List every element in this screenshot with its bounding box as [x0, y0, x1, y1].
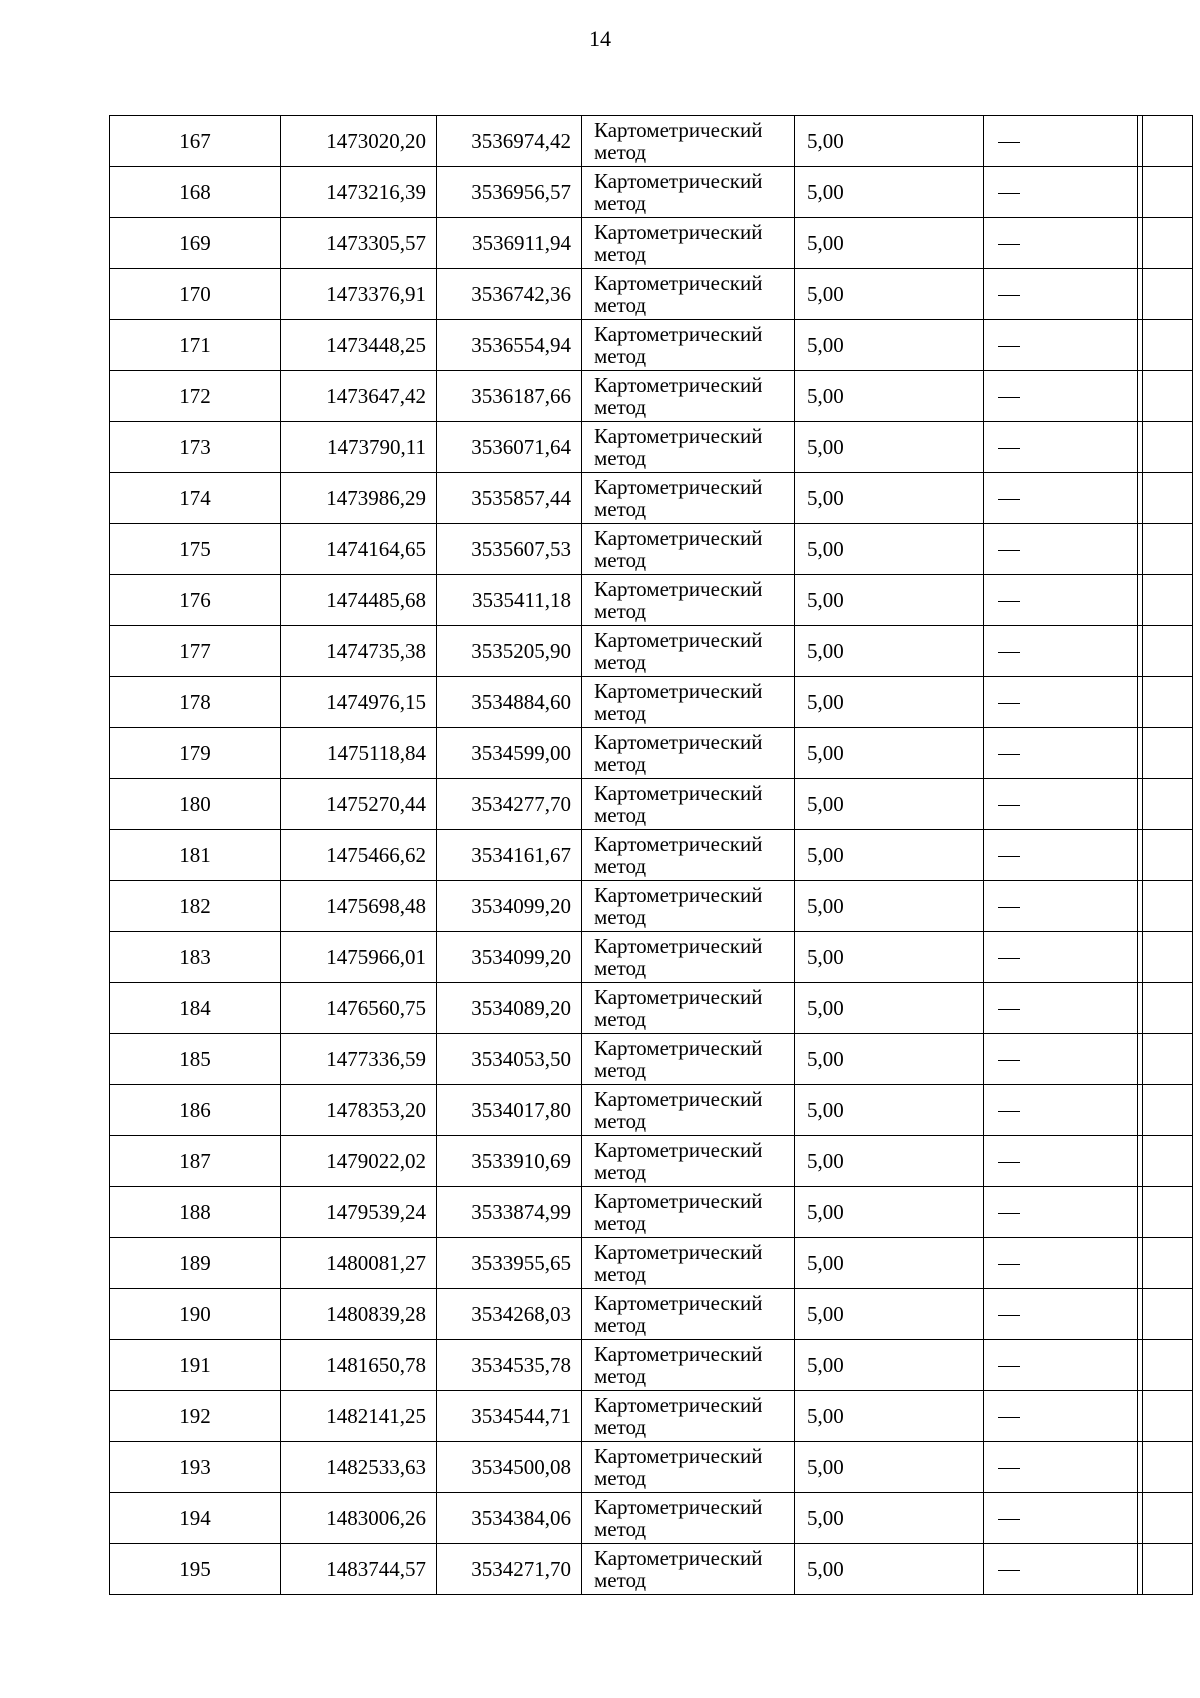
description-cell — [984, 1391, 1193, 1442]
point-number-cell: 183 — [110, 932, 281, 983]
point-number-cell: 192 — [110, 1391, 281, 1442]
method-line-1: Картометрический — [594, 832, 763, 856]
x-coordinate-cell: 1473647,42 — [281, 371, 437, 422]
coordinates-table — [109, 115, 1193, 1595]
accuracy-cell: 5,00 — [795, 1391, 984, 1442]
point-number-cell: 168 — [110, 167, 281, 218]
dash-mark — [998, 346, 1020, 347]
method-cell — [582, 473, 795, 524]
accuracy-cell: 5,00 — [795, 116, 984, 167]
method-line-1: Картометрический — [594, 271, 763, 295]
method-cell — [582, 116, 795, 167]
x-coordinate-cell: 1475270,44 — [281, 779, 437, 830]
point-number-cell: 171 — [110, 320, 281, 371]
method-line-2: метод — [594, 191, 647, 215]
table-row — [110, 524, 1193, 575]
dash-mark — [998, 193, 1020, 194]
y-coordinate-cell: 3533910,69 — [437, 1136, 582, 1187]
point-number-cell: 176 — [110, 575, 281, 626]
table-row — [110, 473, 1193, 524]
description-cell — [984, 1034, 1193, 1085]
x-coordinate-cell: 1473448,25 — [281, 320, 437, 371]
x-coordinate-cell: 1473305,57 — [281, 218, 437, 269]
method-line-2: метод — [594, 1313, 647, 1337]
description-cell — [984, 779, 1193, 830]
x-coordinate-cell: 1473376,91 — [281, 269, 437, 320]
method-cell — [582, 1340, 795, 1391]
point-number-cell: 194 — [110, 1493, 281, 1544]
accuracy-cell: 5,00 — [795, 1493, 984, 1544]
method-line-1: Картометрический — [594, 1495, 763, 1519]
method-line-2: метод — [594, 701, 647, 725]
point-number-cell: 179 — [110, 728, 281, 779]
description-cell — [984, 1136, 1193, 1187]
point-number-cell: 186 — [110, 1085, 281, 1136]
x-coordinate-cell: 1474164,65 — [281, 524, 437, 575]
description-cell — [984, 371, 1193, 422]
x-coordinate-cell: 1475966,01 — [281, 932, 437, 983]
method-cell — [582, 422, 795, 473]
y-coordinate-cell: 3536554,94 — [437, 320, 582, 371]
method-line-2: метод — [594, 446, 647, 470]
point-number-cell: 184 — [110, 983, 281, 1034]
x-coordinate-cell: 1478353,20 — [281, 1085, 437, 1136]
accuracy-cell: 5,00 — [795, 1289, 984, 1340]
table-row — [110, 371, 1193, 422]
description-cell — [984, 1493, 1193, 1544]
method-line-1: Картометрический — [594, 730, 763, 754]
method-line-2: метод — [594, 1262, 647, 1286]
table-row — [110, 218, 1193, 269]
accuracy-cell: 5,00 — [795, 218, 984, 269]
x-coordinate-cell: 1480839,28 — [281, 1289, 437, 1340]
accuracy-cell: 5,00 — [795, 1187, 984, 1238]
dash-mark — [998, 1009, 1020, 1010]
y-coordinate-cell: 3534089,20 — [437, 983, 582, 1034]
accuracy-cell: 5,00 — [795, 881, 984, 932]
y-coordinate-cell: 3534884,60 — [437, 677, 582, 728]
dash-mark — [998, 703, 1020, 704]
method-line-2: метод — [594, 140, 647, 164]
method-line-2: метод — [594, 1568, 647, 1592]
y-coordinate-cell: 3534099,20 — [437, 881, 582, 932]
method-line-1: Картометрический — [594, 118, 763, 142]
y-coordinate-cell: 3536071,64 — [437, 422, 582, 473]
y-coordinate-cell: 3536974,42 — [437, 116, 582, 167]
y-coordinate-cell: 3533874,99 — [437, 1187, 582, 1238]
point-number-cell: 181 — [110, 830, 281, 881]
description-cell — [984, 422, 1193, 473]
y-coordinate-cell: 3534544,71 — [437, 1391, 582, 1442]
point-number-cell: 187 — [110, 1136, 281, 1187]
x-coordinate-cell: 1473216,39 — [281, 167, 437, 218]
method-line-1: Картометрический — [594, 526, 763, 550]
accuracy-cell: 5,00 — [795, 983, 984, 1034]
method-line-2: метод — [594, 599, 647, 623]
x-coordinate-cell: 1480081,27 — [281, 1238, 437, 1289]
dash-mark — [998, 1162, 1020, 1163]
accuracy-cell: 5,00 — [795, 728, 984, 779]
y-coordinate-cell: 3534017,80 — [437, 1085, 582, 1136]
y-coordinate-cell: 3534161,67 — [437, 830, 582, 881]
y-coordinate-cell: 3536956,57 — [437, 167, 582, 218]
description-cell — [984, 524, 1193, 575]
table-row — [110, 677, 1193, 728]
method-line-1: Картометрический — [594, 679, 763, 703]
table-row — [110, 269, 1193, 320]
accuracy-cell: 5,00 — [795, 1340, 984, 1391]
method-cell — [582, 320, 795, 371]
dash-mark — [998, 856, 1020, 857]
description-cell — [984, 1442, 1193, 1493]
method-line-2: метод — [594, 752, 647, 776]
accuracy-cell: 5,00 — [795, 269, 984, 320]
dash-mark — [998, 1060, 1020, 1061]
method-line-2: метод — [594, 905, 647, 929]
table-row — [110, 1238, 1193, 1289]
method-line-1: Картометрический — [594, 577, 763, 601]
y-coordinate-cell: 3534053,50 — [437, 1034, 582, 1085]
dash-mark — [998, 1570, 1020, 1571]
table-row — [110, 1442, 1193, 1493]
point-number-cell: 173 — [110, 422, 281, 473]
x-coordinate-cell: 1481650,78 — [281, 1340, 437, 1391]
description-cell — [984, 626, 1193, 677]
x-coordinate-cell: 1475698,48 — [281, 881, 437, 932]
y-coordinate-cell: 3533955,65 — [437, 1238, 582, 1289]
accuracy-cell: 5,00 — [795, 1136, 984, 1187]
method-line-2: метод — [594, 1466, 647, 1490]
x-coordinate-cell: 1474485,68 — [281, 575, 437, 626]
table-row — [110, 728, 1193, 779]
table-row — [110, 1544, 1193, 1595]
table-row — [110, 779, 1193, 830]
method-cell — [582, 1136, 795, 1187]
dash-mark — [998, 448, 1020, 449]
dash-mark — [998, 1264, 1020, 1265]
description-cell — [984, 167, 1193, 218]
accuracy-cell: 5,00 — [795, 779, 984, 830]
point-number-cell: 169 — [110, 218, 281, 269]
table-row — [110, 1034, 1193, 1085]
table-row — [110, 1187, 1193, 1238]
description-cell — [984, 1289, 1193, 1340]
y-coordinate-cell: 3534271,70 — [437, 1544, 582, 1595]
dash-mark — [998, 652, 1020, 653]
point-number-cell: 191 — [110, 1340, 281, 1391]
method-line-2: метод — [594, 548, 647, 572]
dash-mark — [998, 142, 1020, 143]
method-line-1: Картометрический — [594, 934, 763, 958]
accuracy-cell: 5,00 — [795, 320, 984, 371]
y-coordinate-cell: 3535205,90 — [437, 626, 582, 677]
accuracy-cell: 5,00 — [795, 473, 984, 524]
description-cell — [984, 575, 1193, 626]
method-cell — [582, 1034, 795, 1085]
method-line-2: метод — [594, 650, 647, 674]
method-line-1: Картометрический — [594, 220, 763, 244]
x-coordinate-cell: 1482533,63 — [281, 1442, 437, 1493]
method-line-1: Картометрический — [594, 424, 763, 448]
method-line-2: метод — [594, 1160, 647, 1184]
method-cell — [582, 218, 795, 269]
method-cell — [582, 371, 795, 422]
point-number-cell: 180 — [110, 779, 281, 830]
y-coordinate-cell: 3534384,06 — [437, 1493, 582, 1544]
method-line-2: метод — [594, 956, 647, 980]
dash-mark — [998, 805, 1020, 806]
x-coordinate-cell: 1474976,15 — [281, 677, 437, 728]
dash-mark — [998, 550, 1020, 551]
method-cell — [582, 1238, 795, 1289]
dash-mark — [998, 907, 1020, 908]
point-number-cell: 195 — [110, 1544, 281, 1595]
accuracy-cell: 5,00 — [795, 1238, 984, 1289]
method-line-1: Картометрический — [594, 628, 763, 652]
dash-mark — [998, 1519, 1020, 1520]
dash-mark — [998, 244, 1020, 245]
accuracy-cell: 5,00 — [795, 167, 984, 218]
y-coordinate-cell: 3534268,03 — [437, 1289, 582, 1340]
y-coordinate-cell: 3535607,53 — [437, 524, 582, 575]
method-cell — [582, 881, 795, 932]
method-cell — [582, 1085, 795, 1136]
page-number: 14 — [589, 26, 611, 51]
dash-mark — [998, 1417, 1020, 1418]
x-coordinate-cell: 1479022,02 — [281, 1136, 437, 1187]
table-row — [110, 626, 1193, 677]
y-coordinate-cell: 3536742,36 — [437, 269, 582, 320]
table-row — [110, 1340, 1193, 1391]
y-coordinate-cell: 3534535,78 — [437, 1340, 582, 1391]
dash-mark — [998, 295, 1020, 296]
method-cell — [582, 269, 795, 320]
accuracy-cell: 5,00 — [795, 830, 984, 881]
table-row — [110, 167, 1193, 218]
method-line-1: Картометрический — [594, 1291, 763, 1315]
table-row — [110, 983, 1193, 1034]
accuracy-cell: 5,00 — [795, 677, 984, 728]
table-row — [110, 116, 1193, 167]
method-line-2: метод — [594, 854, 647, 878]
dash-mark — [998, 397, 1020, 398]
point-number-cell: 182 — [110, 881, 281, 932]
dash-mark — [998, 958, 1020, 959]
description-cell — [984, 830, 1193, 881]
dash-mark — [998, 1468, 1020, 1469]
method-cell — [582, 779, 795, 830]
point-number-cell: 174 — [110, 473, 281, 524]
dash-mark — [998, 1213, 1020, 1214]
point-number-cell: 189 — [110, 1238, 281, 1289]
table-row — [110, 932, 1193, 983]
point-number-cell: 170 — [110, 269, 281, 320]
x-coordinate-cell: 1476560,75 — [281, 983, 437, 1034]
dash-mark — [998, 1111, 1020, 1112]
method-cell — [582, 626, 795, 677]
point-number-cell: 167 — [110, 116, 281, 167]
method-line-1: Картометрический — [594, 169, 763, 193]
method-line-2: метод — [594, 1007, 647, 1031]
x-coordinate-cell: 1477336,59 — [281, 1034, 437, 1085]
y-coordinate-cell: 3534500,08 — [437, 1442, 582, 1493]
table-row — [110, 1493, 1193, 1544]
x-coordinate-cell: 1473020,20 — [281, 116, 437, 167]
table-row — [110, 1085, 1193, 1136]
point-number-cell: 175 — [110, 524, 281, 575]
point-number-cell: 185 — [110, 1034, 281, 1085]
method-cell — [582, 1442, 795, 1493]
table-row — [110, 1136, 1193, 1187]
method-cell — [582, 1187, 795, 1238]
description-cell — [984, 320, 1193, 371]
x-coordinate-cell: 1475466,62 — [281, 830, 437, 881]
y-coordinate-cell: 3535411,18 — [437, 575, 582, 626]
table-row — [110, 881, 1193, 932]
table-row — [110, 1289, 1193, 1340]
method-line-2: метод — [594, 344, 647, 368]
description-cell — [984, 1187, 1193, 1238]
method-line-1: Картометрический — [594, 1240, 763, 1264]
method-line-1: Картометрический — [594, 475, 763, 499]
method-line-2: метод — [594, 1211, 647, 1235]
y-coordinate-cell: 3534599,00 — [437, 728, 582, 779]
method-cell — [582, 167, 795, 218]
method-line-1: Картометрический — [594, 883, 763, 907]
point-number-cell: 188 — [110, 1187, 281, 1238]
method-cell — [582, 932, 795, 983]
description-cell — [984, 677, 1193, 728]
y-coordinate-cell: 3536187,66 — [437, 371, 582, 422]
dash-mark — [998, 1366, 1020, 1367]
coordinates-table-container — [109, 115, 1143, 1595]
point-number-cell: 177 — [110, 626, 281, 677]
method-line-2: метод — [594, 1058, 647, 1082]
method-line-1: Картометрический — [594, 985, 763, 1009]
description-cell — [984, 728, 1193, 779]
table-row — [110, 422, 1193, 473]
method-line-1: Картометрический — [594, 373, 763, 397]
method-cell — [582, 1391, 795, 1442]
method-line-1: Картометрический — [594, 781, 763, 805]
point-number-cell: 190 — [110, 1289, 281, 1340]
point-number-cell: 193 — [110, 1442, 281, 1493]
y-coordinate-cell: 3535857,44 — [437, 473, 582, 524]
method-cell — [582, 524, 795, 575]
method-cell — [582, 575, 795, 626]
accuracy-cell: 5,00 — [795, 932, 984, 983]
method-line-2: метод — [594, 242, 647, 266]
table-double-edge — [1137, 115, 1143, 1595]
accuracy-cell: 5,00 — [795, 1034, 984, 1085]
table-row — [110, 575, 1193, 626]
point-number-cell: 172 — [110, 371, 281, 422]
dash-mark — [998, 754, 1020, 755]
method-cell — [582, 1544, 795, 1595]
dash-mark — [998, 1315, 1020, 1316]
method-line-1: Картометрический — [594, 1036, 763, 1060]
description-cell — [984, 116, 1193, 167]
method-cell — [582, 728, 795, 779]
method-line-2: метод — [594, 293, 647, 317]
accuracy-cell: 5,00 — [795, 1544, 984, 1595]
y-coordinate-cell: 3534277,70 — [437, 779, 582, 830]
description-cell — [984, 218, 1193, 269]
accuracy-cell: 5,00 — [795, 524, 984, 575]
method-line-2: метод — [594, 1517, 647, 1541]
accuracy-cell: 5,00 — [795, 371, 984, 422]
x-coordinate-cell: 1483744,57 — [281, 1544, 437, 1595]
x-coordinate-cell: 1474735,38 — [281, 626, 437, 677]
x-coordinate-cell: 1475118,84 — [281, 728, 437, 779]
dash-mark — [998, 499, 1020, 500]
table-row — [110, 830, 1193, 881]
method-line-2: метод — [594, 803, 647, 827]
description-cell — [984, 1238, 1193, 1289]
description-cell — [984, 1340, 1193, 1391]
x-coordinate-cell: 1483006,26 — [281, 1493, 437, 1544]
description-cell — [984, 1085, 1193, 1136]
description-cell — [984, 932, 1193, 983]
description-cell — [984, 881, 1193, 932]
table-row — [110, 1391, 1193, 1442]
x-coordinate-cell: 1473790,11 — [281, 422, 437, 473]
method-line-2: метод — [594, 1109, 647, 1133]
description-cell — [984, 473, 1193, 524]
x-coordinate-cell: 1473986,29 — [281, 473, 437, 524]
coordinates-table-body — [110, 116, 1193, 1595]
method-cell — [582, 983, 795, 1034]
method-line-2: метод — [594, 497, 647, 521]
method-line-1: Картометрический — [594, 1138, 763, 1162]
x-coordinate-cell: 1482141,25 — [281, 1391, 437, 1442]
table-row — [110, 320, 1193, 371]
accuracy-cell: 5,00 — [795, 1085, 984, 1136]
method-line-1: Картометрический — [594, 1342, 763, 1366]
description-cell — [984, 1544, 1193, 1595]
accuracy-cell: 5,00 — [795, 575, 984, 626]
method-cell — [582, 1289, 795, 1340]
method-line-2: метод — [594, 1364, 647, 1388]
accuracy-cell: 5,00 — [795, 422, 984, 473]
x-coordinate-cell: 1479539,24 — [281, 1187, 437, 1238]
method-line-2: метод — [594, 395, 647, 419]
method-cell — [582, 1493, 795, 1544]
y-coordinate-cell: 3534099,20 — [437, 932, 582, 983]
method-line-1: Картометрический — [594, 1546, 763, 1570]
accuracy-cell: 5,00 — [795, 1442, 984, 1493]
method-line-1: Картометрический — [594, 1087, 763, 1111]
description-cell — [984, 983, 1193, 1034]
method-line-1: Картометрический — [594, 1393, 763, 1417]
method-line-1: Картометрический — [594, 1189, 763, 1213]
y-coordinate-cell: 3536911,94 — [437, 218, 582, 269]
method-line-1: Картометрический — [594, 1444, 763, 1468]
description-cell — [984, 269, 1193, 320]
dash-mark — [998, 601, 1020, 602]
method-cell — [582, 830, 795, 881]
method-line-2: метод — [594, 1415, 647, 1439]
accuracy-cell: 5,00 — [795, 626, 984, 677]
method-line-1: Картометрический — [594, 322, 763, 346]
point-number-cell: 178 — [110, 677, 281, 728]
method-cell — [582, 677, 795, 728]
